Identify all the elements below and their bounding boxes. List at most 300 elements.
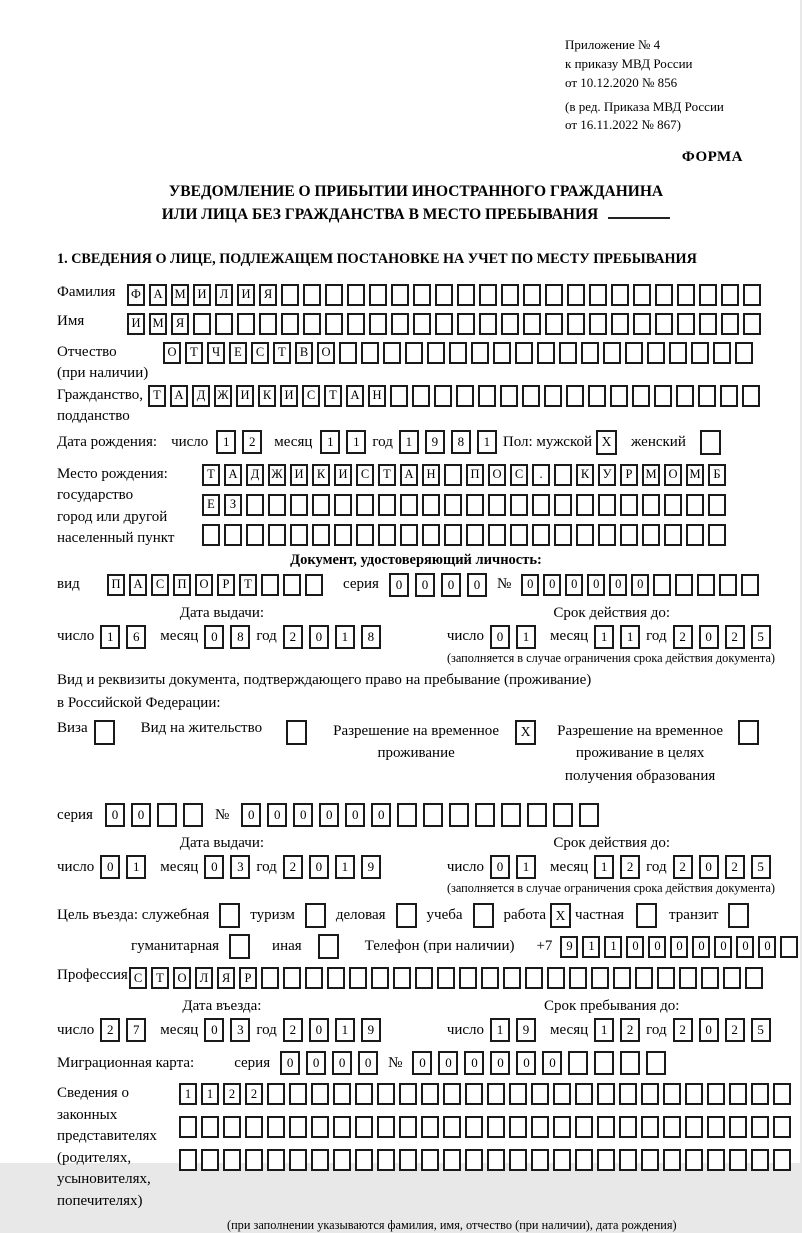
char-box[interactable]	[465, 1149, 483, 1171]
char-box[interactable]: 7	[126, 1018, 146, 1042]
char-box[interactable]	[751, 1083, 769, 1105]
sluzhebnaya-checkbox[interactable]	[219, 903, 240, 928]
char-box[interactable]	[223, 1149, 241, 1171]
delovaya-checkbox[interactable]	[396, 903, 417, 928]
char-box[interactable]: 2	[620, 1018, 640, 1042]
char-box[interactable]: 0	[542, 1051, 562, 1075]
char-box[interactable]	[237, 313, 255, 335]
char-box[interactable]	[523, 313, 541, 335]
char-box[interactable]: 0	[626, 936, 644, 958]
char-box[interactable]: 2	[245, 1083, 263, 1105]
char-box[interactable]: О	[173, 967, 191, 989]
char-box[interactable]	[591, 967, 609, 989]
char-box[interactable]	[525, 967, 543, 989]
char-box[interactable]: К	[312, 464, 330, 486]
char-box[interactable]	[554, 464, 572, 486]
char-box[interactable]	[201, 1116, 219, 1138]
char-box[interactable]	[267, 1083, 285, 1105]
char-box[interactable]	[619, 1116, 637, 1138]
char-box[interactable]: 9	[516, 1018, 536, 1042]
char-box[interactable]	[642, 524, 660, 546]
char-box[interactable]: 0	[758, 936, 776, 958]
char-box[interactable]	[708, 524, 726, 546]
char-box[interactable]: 2	[673, 1018, 693, 1042]
tranzit-checkbox[interactable]	[728, 903, 749, 928]
char-box[interactable]: 1	[346, 430, 366, 454]
char-box[interactable]: И	[290, 464, 308, 486]
char-box[interactable]	[531, 1083, 549, 1105]
char-box[interactable]	[510, 494, 528, 516]
char-box[interactable]: 1	[201, 1083, 219, 1105]
char-box[interactable]	[523, 284, 541, 306]
char-box[interactable]	[620, 524, 638, 546]
char-box[interactable]: 8	[361, 625, 381, 649]
char-box[interactable]: Е	[229, 342, 247, 364]
char-box[interactable]: 0	[464, 1051, 484, 1075]
char-box[interactable]	[567, 313, 585, 335]
char-box[interactable]: И	[236, 385, 254, 407]
char-box[interactable]: П	[173, 574, 191, 596]
char-box[interactable]: О	[163, 342, 181, 364]
char-box[interactable]	[487, 1116, 505, 1138]
char-box[interactable]: Р	[620, 464, 638, 486]
char-box[interactable]	[553, 803, 573, 827]
char-box[interactable]: 1	[604, 936, 622, 958]
char-box[interactable]: 1	[594, 855, 614, 879]
char-box[interactable]: 0	[412, 1051, 432, 1075]
char-box[interactable]	[729, 1149, 747, 1171]
char-box[interactable]: М	[171, 284, 189, 306]
char-box[interactable]: 0	[309, 625, 329, 649]
char-box[interactable]	[568, 1051, 588, 1075]
char-box[interactable]: Т	[148, 385, 166, 407]
char-box[interactable]	[646, 1051, 666, 1075]
char-box[interactable]	[283, 967, 301, 989]
char-box[interactable]: 0	[467, 573, 487, 597]
char-box[interactable]: 8	[451, 430, 471, 454]
char-box[interactable]	[721, 313, 739, 335]
char-box[interactable]	[598, 494, 616, 516]
char-box[interactable]	[719, 574, 737, 596]
char-box[interactable]	[347, 313, 365, 335]
char-box[interactable]: С	[129, 967, 147, 989]
chastnaya-checkbox[interactable]	[636, 903, 657, 928]
char-box[interactable]	[422, 524, 440, 546]
char-box[interactable]	[501, 284, 519, 306]
char-box[interactable]	[283, 574, 301, 596]
char-box[interactable]	[377, 1116, 395, 1138]
char-box[interactable]: Т	[324, 385, 342, 407]
char-box[interactable]	[635, 967, 653, 989]
char-box[interactable]	[642, 494, 660, 516]
char-box[interactable]: Р	[239, 967, 257, 989]
char-box[interactable]	[503, 967, 521, 989]
char-box[interactable]: Е	[202, 494, 220, 516]
turizm-checkbox[interactable]	[305, 903, 326, 928]
char-box[interactable]: Ж	[214, 385, 232, 407]
char-box[interactable]: К	[258, 385, 276, 407]
char-box[interactable]: 2	[100, 1018, 120, 1042]
char-box[interactable]	[355, 1083, 373, 1105]
char-box[interactable]	[202, 524, 220, 546]
char-box[interactable]	[478, 385, 496, 407]
char-box[interactable]: 2	[223, 1083, 241, 1105]
char-box[interactable]: А	[149, 284, 167, 306]
char-box[interactable]	[333, 1116, 351, 1138]
char-box[interactable]	[457, 313, 475, 335]
char-box[interactable]	[443, 1149, 461, 1171]
char-box[interactable]	[531, 1116, 549, 1138]
char-box[interactable]	[610, 385, 628, 407]
char-box[interactable]	[421, 1149, 439, 1171]
char-box[interactable]: 1	[335, 1018, 355, 1042]
char-box[interactable]	[290, 494, 308, 516]
char-box[interactable]	[677, 284, 695, 306]
char-box[interactable]	[393, 967, 411, 989]
char-box[interactable]	[554, 524, 572, 546]
char-box[interactable]: 5	[751, 625, 771, 649]
char-box[interactable]	[575, 1083, 593, 1105]
char-box[interactable]	[509, 1116, 527, 1138]
char-box[interactable]	[390, 385, 408, 407]
char-box[interactable]	[553, 1116, 571, 1138]
char-box[interactable]	[261, 967, 279, 989]
char-box[interactable]	[488, 494, 506, 516]
char-box[interactable]: 0	[699, 855, 719, 879]
char-box[interactable]	[325, 284, 343, 306]
char-box[interactable]	[522, 385, 540, 407]
char-box[interactable]: Ф	[127, 284, 145, 306]
char-box[interactable]	[465, 1083, 483, 1105]
char-box[interactable]	[312, 524, 330, 546]
char-box[interactable]	[413, 284, 431, 306]
char-box[interactable]	[369, 313, 387, 335]
char-box[interactable]: 0	[441, 573, 461, 597]
char-box[interactable]	[459, 967, 477, 989]
char-box[interactable]	[355, 1116, 373, 1138]
char-box[interactable]: И	[237, 284, 255, 306]
char-box[interactable]	[481, 967, 499, 989]
char-box[interactable]	[611, 313, 629, 335]
char-box[interactable]	[355, 1149, 373, 1171]
char-box[interactable]: 1	[399, 430, 419, 454]
char-box[interactable]: 0	[319, 803, 339, 827]
char-box[interactable]	[669, 342, 687, 364]
char-box[interactable]: 2	[283, 625, 303, 649]
char-box[interactable]	[466, 494, 484, 516]
char-box[interactable]	[405, 342, 423, 364]
char-box[interactable]	[267, 1149, 285, 1171]
char-box[interactable]	[487, 1149, 505, 1171]
char-box[interactable]	[686, 494, 704, 516]
char-box[interactable]	[708, 494, 726, 516]
char-box[interactable]: 0	[131, 803, 151, 827]
char-box[interactable]: 0	[490, 625, 510, 649]
char-box[interactable]	[686, 524, 704, 546]
char-box[interactable]	[647, 342, 665, 364]
char-box[interactable]	[745, 967, 763, 989]
char-box[interactable]	[399, 1116, 417, 1138]
char-box[interactable]	[415, 967, 433, 989]
char-box[interactable]	[751, 1116, 769, 1138]
char-box[interactable]	[378, 524, 396, 546]
char-box[interactable]	[620, 1051, 640, 1075]
char-box[interactable]	[537, 342, 555, 364]
char-box[interactable]	[742, 385, 760, 407]
char-box[interactable]	[435, 284, 453, 306]
char-box[interactable]	[261, 574, 279, 596]
char-box[interactable]	[290, 524, 308, 546]
char-box[interactable]	[663, 1149, 681, 1171]
char-box[interactable]	[449, 803, 469, 827]
char-box[interactable]	[422, 494, 440, 516]
char-box[interactable]: И	[334, 464, 352, 486]
char-box[interactable]	[423, 803, 443, 827]
char-box[interactable]: 0	[699, 1018, 719, 1042]
male-checkbox[interactable]: X	[596, 430, 617, 455]
char-box[interactable]: 0	[631, 574, 649, 596]
char-box[interactable]	[567, 284, 585, 306]
char-box[interactable]	[641, 1116, 659, 1138]
char-box[interactable]	[349, 967, 367, 989]
char-box[interactable]: З	[224, 494, 242, 516]
char-box[interactable]: Ж	[268, 464, 286, 486]
char-box[interactable]	[245, 1116, 263, 1138]
char-box[interactable]: 8	[230, 625, 250, 649]
gumanitarnaya-checkbox[interactable]	[229, 934, 250, 959]
char-box[interactable]	[356, 524, 374, 546]
char-box[interactable]	[305, 574, 323, 596]
char-box[interactable]	[613, 967, 631, 989]
char-box[interactable]: 0	[714, 936, 732, 958]
char-box[interactable]	[576, 494, 594, 516]
char-box[interactable]	[311, 1116, 329, 1138]
char-box[interactable]: .	[532, 464, 550, 486]
char-box[interactable]	[510, 524, 528, 546]
char-box[interactable]: О	[664, 464, 682, 486]
char-box[interactable]: 9	[425, 430, 445, 454]
char-box[interactable]: О	[488, 464, 506, 486]
char-box[interactable]	[685, 1116, 703, 1138]
char-box[interactable]: Я	[217, 967, 235, 989]
char-box[interactable]: А	[224, 464, 242, 486]
char-box[interactable]	[527, 803, 547, 827]
char-box[interactable]: 2	[725, 1018, 745, 1042]
char-box[interactable]: Я	[259, 284, 277, 306]
char-box[interactable]: 1	[516, 855, 536, 879]
char-box[interactable]	[267, 1116, 285, 1138]
char-box[interactable]: П	[466, 464, 484, 486]
char-box[interactable]: 0	[100, 855, 120, 879]
char-box[interactable]	[611, 284, 629, 306]
char-box[interactable]	[400, 494, 418, 516]
char-box[interactable]	[289, 1083, 307, 1105]
char-box[interactable]: 0	[280, 1051, 300, 1075]
char-box[interactable]	[378, 494, 396, 516]
char-box[interactable]: 9	[361, 855, 381, 879]
char-box[interactable]	[655, 313, 673, 335]
temp-residence-checkbox[interactable]: X	[515, 720, 536, 745]
char-box[interactable]	[371, 967, 389, 989]
char-box[interactable]: 0	[358, 1051, 378, 1075]
char-box[interactable]: Д	[246, 464, 264, 486]
char-box[interactable]: М	[642, 464, 660, 486]
char-box[interactable]	[701, 967, 719, 989]
char-box[interactable]	[685, 1149, 703, 1171]
char-box[interactable]	[289, 1149, 307, 1171]
char-box[interactable]	[391, 284, 409, 306]
char-box[interactable]: Т	[202, 464, 220, 486]
char-box[interactable]	[435, 313, 453, 335]
char-box[interactable]	[620, 494, 638, 516]
char-box[interactable]	[413, 313, 431, 335]
char-box[interactable]: 9	[361, 1018, 381, 1042]
char-box[interactable]	[259, 313, 277, 335]
char-box[interactable]	[594, 1051, 614, 1075]
char-box[interactable]	[356, 494, 374, 516]
char-box[interactable]	[500, 385, 518, 407]
char-box[interactable]: 0	[565, 574, 583, 596]
char-box[interactable]	[575, 1149, 593, 1171]
char-box[interactable]: 1	[490, 1018, 510, 1042]
char-box[interactable]	[699, 284, 717, 306]
char-box[interactable]	[547, 967, 565, 989]
char-box[interactable]	[619, 1149, 637, 1171]
char-box[interactable]	[751, 1149, 769, 1171]
char-box[interactable]	[685, 1083, 703, 1105]
char-box[interactable]	[246, 494, 264, 516]
char-box[interactable]	[224, 524, 242, 546]
char-box[interactable]	[597, 1149, 615, 1171]
char-box[interactable]: 0	[490, 1051, 510, 1075]
char-box[interactable]	[183, 803, 203, 827]
char-box[interactable]	[554, 494, 572, 516]
char-box[interactable]	[641, 1083, 659, 1105]
char-box[interactable]	[531, 1149, 549, 1171]
char-box[interactable]	[334, 524, 352, 546]
char-box[interactable]: 1	[216, 430, 236, 454]
char-box[interactable]: 0	[309, 855, 329, 879]
char-box[interactable]	[633, 284, 651, 306]
char-box[interactable]: 0	[609, 574, 627, 596]
inaya-checkbox[interactable]	[318, 934, 339, 959]
char-box[interactable]	[443, 1116, 461, 1138]
char-box[interactable]: И	[280, 385, 298, 407]
char-box[interactable]: 0	[438, 1051, 458, 1075]
char-box[interactable]: 0	[490, 855, 510, 879]
char-box[interactable]	[400, 524, 418, 546]
char-box[interactable]: 2	[725, 625, 745, 649]
char-box[interactable]: 5	[751, 1018, 771, 1042]
char-box[interactable]	[493, 342, 511, 364]
char-box[interactable]: 2	[673, 625, 693, 649]
char-box[interactable]	[501, 313, 519, 335]
char-box[interactable]	[721, 284, 739, 306]
char-box[interactable]	[488, 524, 506, 546]
char-box[interactable]	[581, 342, 599, 364]
char-box[interactable]: А	[400, 464, 418, 486]
char-box[interactable]	[369, 284, 387, 306]
char-box[interactable]	[664, 524, 682, 546]
char-box[interactable]: 1	[126, 855, 146, 879]
char-box[interactable]: 1	[335, 855, 355, 879]
char-box[interactable]	[179, 1116, 197, 1138]
char-box[interactable]	[444, 464, 462, 486]
char-box[interactable]: 0	[204, 855, 224, 879]
char-box[interactable]: А	[346, 385, 364, 407]
char-box[interactable]: 0	[670, 936, 688, 958]
char-box[interactable]: 6	[126, 625, 146, 649]
char-box[interactable]	[361, 342, 379, 364]
char-box[interactable]	[443, 1083, 461, 1105]
char-box[interactable]	[566, 385, 584, 407]
char-box[interactable]: 0	[204, 1018, 224, 1042]
char-box[interactable]	[421, 1116, 439, 1138]
char-box[interactable]: 2	[283, 1018, 303, 1042]
char-box[interactable]	[723, 967, 741, 989]
char-box[interactable]	[383, 342, 401, 364]
char-box[interactable]	[653, 574, 671, 596]
char-box[interactable]	[509, 1083, 527, 1105]
char-box[interactable]	[663, 1083, 681, 1105]
char-box[interactable]	[515, 342, 533, 364]
char-box[interactable]	[544, 385, 562, 407]
char-box[interactable]: 0	[105, 803, 125, 827]
char-box[interactable]	[412, 385, 430, 407]
char-box[interactable]: Л	[215, 284, 233, 306]
char-box[interactable]	[509, 1149, 527, 1171]
char-box[interactable]: У	[598, 464, 616, 486]
char-box[interactable]	[641, 1149, 659, 1171]
char-box[interactable]	[569, 967, 587, 989]
char-box[interactable]: 0	[267, 803, 287, 827]
char-box[interactable]: 0	[204, 625, 224, 649]
char-box[interactable]: В	[295, 342, 313, 364]
char-box[interactable]	[397, 803, 417, 827]
char-box[interactable]	[501, 803, 521, 827]
char-box[interactable]	[675, 574, 693, 596]
char-box[interactable]	[487, 1083, 505, 1105]
char-box[interactable]	[399, 1083, 417, 1105]
char-box[interactable]	[619, 1083, 637, 1105]
char-box[interactable]	[377, 1083, 395, 1105]
char-box[interactable]	[333, 1083, 351, 1105]
char-box[interactable]: 0	[345, 803, 365, 827]
char-box[interactable]	[545, 313, 563, 335]
char-box[interactable]	[598, 524, 616, 546]
char-box[interactable]: А	[129, 574, 147, 596]
char-box[interactable]	[339, 342, 357, 364]
char-box[interactable]	[657, 967, 675, 989]
char-box[interactable]: 0	[293, 803, 313, 827]
char-box[interactable]	[589, 313, 607, 335]
char-box[interactable]	[780, 936, 798, 958]
char-box[interactable]	[559, 342, 577, 364]
char-box[interactable]: Т	[273, 342, 291, 364]
char-box[interactable]	[157, 803, 177, 827]
char-box[interactable]: 2	[242, 430, 262, 454]
char-box[interactable]: М	[686, 464, 704, 486]
char-box[interactable]	[465, 1116, 483, 1138]
char-box[interactable]: Л	[195, 967, 213, 989]
char-box[interactable]	[676, 385, 694, 407]
char-box[interactable]	[663, 1116, 681, 1138]
char-box[interactable]	[193, 313, 211, 335]
char-box[interactable]: 0	[648, 936, 666, 958]
char-box[interactable]	[625, 342, 643, 364]
char-box[interactable]	[311, 1083, 329, 1105]
char-box[interactable]	[471, 342, 489, 364]
